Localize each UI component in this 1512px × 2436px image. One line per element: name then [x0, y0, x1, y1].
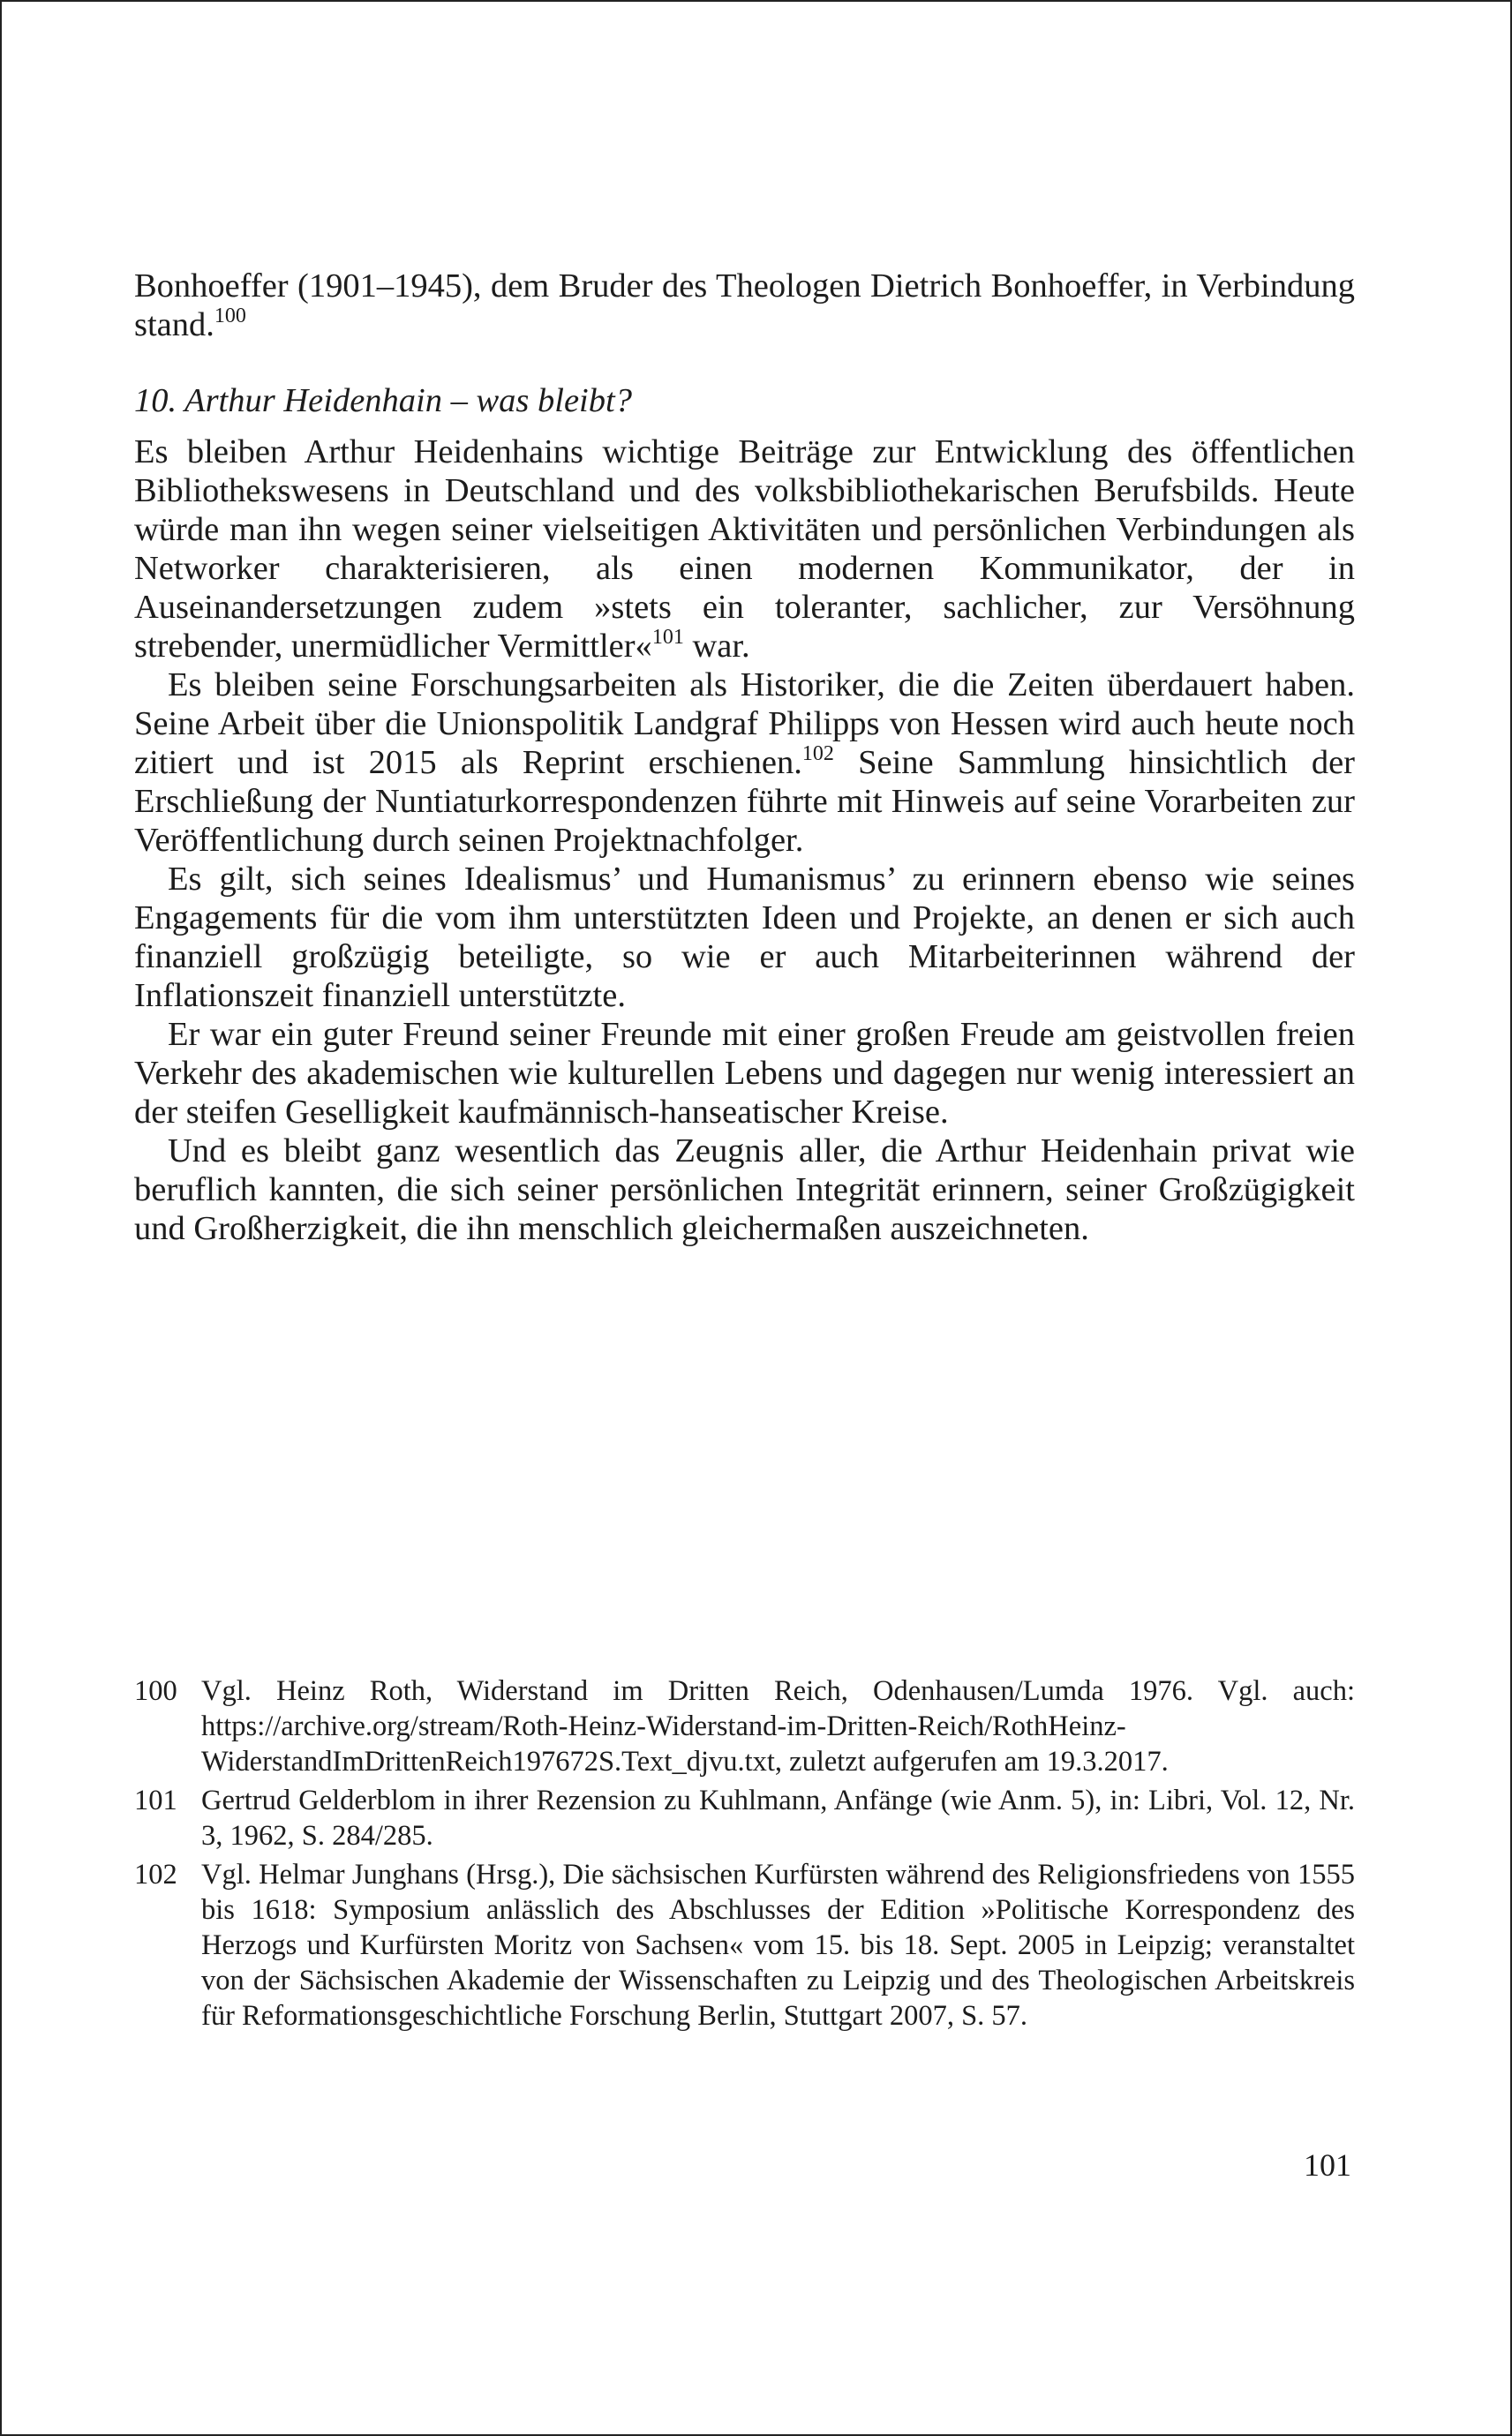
main-text [134, 267, 1355, 1248]
section-heading: 10. Arthur Heidenhain – was bleibt? [134, 382, 632, 419]
footnote-ref-101: 101 [651, 626, 684, 649]
paragraph-4: Er war ein guter Freund seiner Freunde mit einer großen Freude am geistvollen freien Verkehr des akademischen wie kulturellen Lebens und dagegen nur wenig interessiert an der steifen Geselligkeit kaufmännisch-hanseatischer Kreise. [134, 1016, 1355, 1131]
page-number: 101 [1304, 2147, 1351, 2183]
footnote-102 [134, 1857, 1355, 2034]
footnote-ref-102: 102 [801, 742, 834, 765]
footnote-100 [134, 1673, 1355, 1779]
footnote-number: 101 [134, 1785, 177, 1816]
footnote-text: Vgl. Heinz Roth, Widerstand im Dritten Reich, Odenhausen/Lumda 1976. Vgl. auch: https://archive.org/stream/Roth-Heinz-Widerstand-im-Dritten-Reich/RothHeinz-WiderstandImDrittenReich197672S.Text_djvu.txt, zuletzt aufgerufen am 19.3.2017. [201, 1675, 1355, 1778]
intro-text: Bonhoeffer (1901–1945), dem Bruder des Theologen Dietrich Bonhoeffer, in Verbindung stand. [134, 267, 1355, 343]
paragraph-2-tail: Seine Sammlung hinsichtlich der Erschließung der Nuntiaturkorrespondenzen führte mit Hinweis auf seine Vorarbeiten zur Veröffentlichung durch seinen Projektnachfolger. [134, 744, 1355, 859]
paragraph-2 [134, 665, 1355, 860]
footnotes [134, 1673, 1355, 2037]
footnote-number: 100 [134, 1675, 177, 1707]
footnote-text: Gertrud Gelderblom in ihrer Rezension zu Kuhlmann, Anfänge (wie Anm. 5), in: Libri, Vol. 12, Nr. 3, 1962, S. 284/285. [201, 1785, 1355, 1852]
paragraph-2-text: Es bleiben seine Forschungsarbeiten als Historiker, die die Zeiten überdauert haben. Seine Arbeit über die Unionspolitik Landgraf Philipps von Hessen wird auch heute noch zitiert und ist 2015 als Reprint erschienen. [134, 666, 1355, 781]
footnote-101 [134, 1783, 1355, 1853]
footnote-ref-100: 100 [214, 304, 246, 327]
paragraph-1-text: Es bleiben Arthur Heidenhains wichtige Beiträge zur Entwicklung des öffentlichen Bibliothekswesens in Deutschland und des volksbibliothekarischen Berufsbilds. Heute würde man ihn wegen seiner vielseitigen Aktivitäten und persönlichen Verbindungen als Networker charakterisieren, als einen modernen Kommunikator, der in Auseinandersetzungen zudem »stets ein toleranter, sachlicher, zur Versöhnung strebender, unermüdlicher Vermittler« [134, 433, 1355, 665]
paragraph-3: Es gilt, sich seines Idealismus’ und Humanismus’ zu erinnern ebenso wie seines Engagements für die vom ihm unterstützten Ideen und Projekte, an denen er sich auch finanziell großzügig beteiligte, so wie er auch Mitarbeiterinnen während der Inflationszeit finanziell unterstützte. [134, 861, 1355, 1014]
intro-paragraph [134, 267, 1355, 344]
footnote-text: Vgl. Helmar Junghans (Hrsg.), Die sächsischen Kurfürsten während des Religionsfriedens von 1555 bis 1618: Symposium anlässlich des Abschlusses der Edition »Politische Korrespondenz des Herzogs und Kurfürsten Moritz von Sachsen« vom 15. bis 18. Sept. 2005 in Leipzig; veranstaltet von der Sächsischen Akademie der Wissenschaften zu Leipzig und des Theologischen Arbeitskreis für Reformationsgeschichtliche Forschung Berlin, Stuttgart 2007, S. 57. [201, 1859, 1355, 2032]
paragraph-1 [134, 432, 1355, 665]
paragraph-1-tail: war. [683, 628, 750, 665]
paragraph-5: Und es bleibt ganz wesentlich das Zeugnis aller, die Arthur Heidenhain privat wie beruflich kannten, die sich seiner persönlichen Integrität erinnern, seiner Großzügigkeit und Großherzigkeit, die ihn menschlich gleichermaßen auszeichneten. [134, 1132, 1355, 1247]
footnote-number: 102 [134, 1859, 177, 1891]
